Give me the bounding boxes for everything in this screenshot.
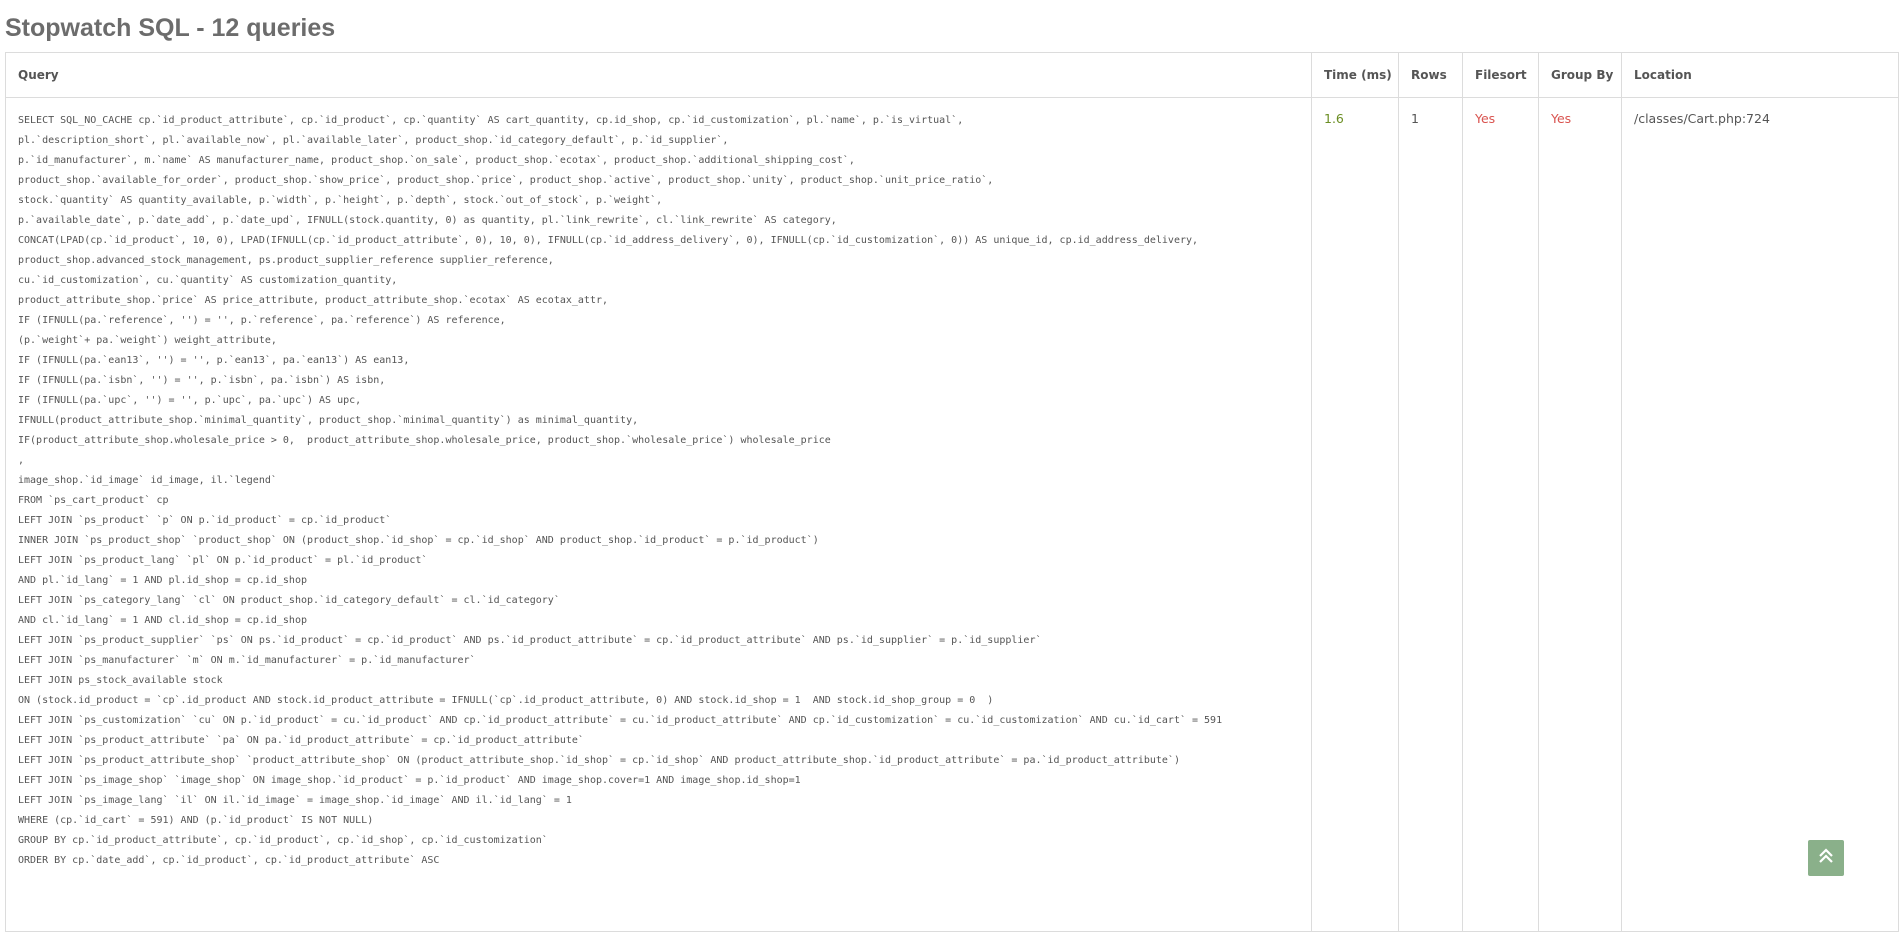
- query-cell: [6, 98, 1312, 932]
- column-header-group-by: Group By: [1539, 53, 1622, 98]
- group-by-value: Yes: [1551, 111, 1572, 126]
- table-header-row: [6, 53, 1899, 98]
- column-header-location: Location: [1622, 53, 1899, 98]
- column-header-rows: Rows: [1399, 53, 1463, 98]
- column-header-query: Query: [6, 53, 1312, 98]
- filesort-cell: [1463, 98, 1539, 932]
- rows-cell: [1399, 98, 1463, 932]
- column-header-filesort: Filesort: [1463, 53, 1539, 98]
- table-row: [6, 98, 1899, 932]
- rows-value: 1: [1411, 111, 1419, 126]
- group-by-cell: [1539, 98, 1622, 932]
- scroll-to-top-button[interactable]: [1808, 840, 1844, 876]
- time-cell: [1312, 98, 1399, 932]
- sql-queries-table: [5, 52, 1899, 932]
- time-value: 1.6: [1324, 111, 1344, 126]
- column-header-time: Time (ms): [1312, 53, 1399, 98]
- query-text: SELECT SQL_NO_CACHE cp.`id_product_attribute`, cp.`id_product`, cp.`quantity` AS cart_quantity, cp.id_shop, cp.`id_customization`, pl.`name`, p.`is_virtual`, pl.`description_short`, pl.`available_now`, pl.`available_later`, product_shop.`id_category_default`, p.`id_supplier`, p.`id_manufacturer`, m.`name` AS manufacturer_name, product_shop.`on_sale`, product_shop.`ecotax`, product_shop.`additional_shipping_cost`, product_shop.`available_for_order`, product_shop.`show_price`, product_shop.`price`, product_shop.`active`, product_shop.`unity`, product_shop.`unit_price_ratio`, stock.`quantity` AS quantity_available, p.`width`, p.`height`, p.`depth`, stock.`out_of_stock`, p.`weight`, p.`available_date`, p.`date_add`, p.`date_upd`, IFNULL(stock.quantity, 0) as quantity, pl.`link_rewrite`, cl.`link_rewrite` AS category, CONCAT(LPAD(cp.`id_product`, 10, 0), LPAD(IFNULL(cp.`id_product_attribute`, 0), 10, 0), IFNULL(cp.`id_address_delivery`, 0), IFNULL(cp.`id_customization`, 0)) AS unique_id, cp.id_address_delivery, product_shop.advanced_stock_management, ps.product_supplier_reference supplier_reference, cu.`id_customization`, cu.`quantity` AS customization_quantity, product_attribute_shop.`price` AS price_attribute, product_attribute_shop.`ecotax` AS ecotax_attr, IF (IFNULL(pa.`reference`, '') = '', p.`reference`, pa.`reference`) AS reference, (p.`weight`+ pa.`weight`) weight_attribute, IF (IFNULL(pa.`ean13`, '') = '', p.`ean13`, pa.`ean13`) AS ean13, IF (IFNULL(pa.`isbn`, '') = '', p.`isbn`, pa.`isbn`) AS isbn, IF (IFNULL(pa.`upc`, '') = '', p.`upc`, pa.`upc`) AS upc, IFNULL(product_attribute_shop.`minimal_quantity`, product_shop.`minimal_quantity`) as minimal_quantity, IF(product_attribute_shop.wholesale_price > 0, product_attribute_shop.wholesale_price, product_shop.`wholesale_price`) wholesale_price , image_shop.`id_image` id_image, il.`legend` FROM `ps_cart_product` cp LEFT JOIN `ps_product` `p` ON p.`id_product` = cp.`id_product` INNER JOIN `ps_product_shop` `product_shop` ON (product_shop.`id_shop` = cp.`id_shop` AND product_shop.`id_product` = p.`id_product`) LEFT JOIN `ps_product_lang` `pl` ON p.`id_product` = pl.`id_product` AND pl.`id_lang` = 1 AND pl.id_shop = cp.id_shop LEFT JOIN `ps_category_lang` `cl` ON product_shop.`id_category_default` = cl.`id_category` AND cl.`id_lang` = 1 AND cl.id_shop = cp.id_shop LEFT JOIN `ps_product_supplier` `ps` ON ps.`id_product` = cp.`id_product` AND ps.`id_product_attribute` = cp.`id_product_attribute` AND ps.`id_supplier` = p.`id_supplier` LEFT JOIN `ps_manufacturer` `m` ON m.`id_manufacturer` = p.`id_manufacturer` LEFT JOIN ps_stock_available stock ON (stock.id_product = `cp`.id_product AND stock.id_product_attribute = IFNULL(`cp`.id_product_attribute, 0) AND stock.id_shop = 1 AND stock.id_shop_group = 0 ) LEFT JOIN `ps_customization` `cu` ON p.`id_product` = cu.`id_product` AND cp.`id_product_attribute` = cu.`id_product_attribute` AND cp.`id_customization` = cu.`id_customization` AND cu.`id_cart` = 591 LEFT JOIN `ps_product_attribute` `pa` ON pa.`id_product_attribute` = cp.`id_product_attribute` LEFT JOIN `ps_product_attribute_shop` `product_attribute_shop` ON (product_attribute_shop.`id_shop` = cp.`id_shop` AND product_attribute_shop.`id_product_attribute` = pa.`id_product_attribute`) LEFT JOIN `ps_image_shop` `image_shop` ON image_shop.`id_product` = p.`id_product` AND image_shop.cover=1 AND image_shop.id_shop=1 LEFT JOIN `ps_image_lang` `il` ON il.`id_image` = image_shop.`id_image` AND il.`id_lang` = 1 WHERE (cp.`id_cart` = 591) AND (p.`id_product` IS NOT NULL) GROUP BY cp.`id_product_attribute`, cp.`id_product`, cp.`id_shop`, cp.`id_customization` ORDER BY cp.`date_add`, cp.`id_product`, cp.`id_product_attribute` ASC: [18, 115, 1223, 866]
- location-value: /classes/Cart.php:724: [1634, 111, 1770, 126]
- double-chevron-up-icon: [1816, 846, 1836, 870]
- location-cell: [1622, 98, 1899, 932]
- filesort-value: Yes: [1475, 111, 1496, 126]
- page-title: Stopwatch SQL - 12 queries: [5, 14, 336, 42]
